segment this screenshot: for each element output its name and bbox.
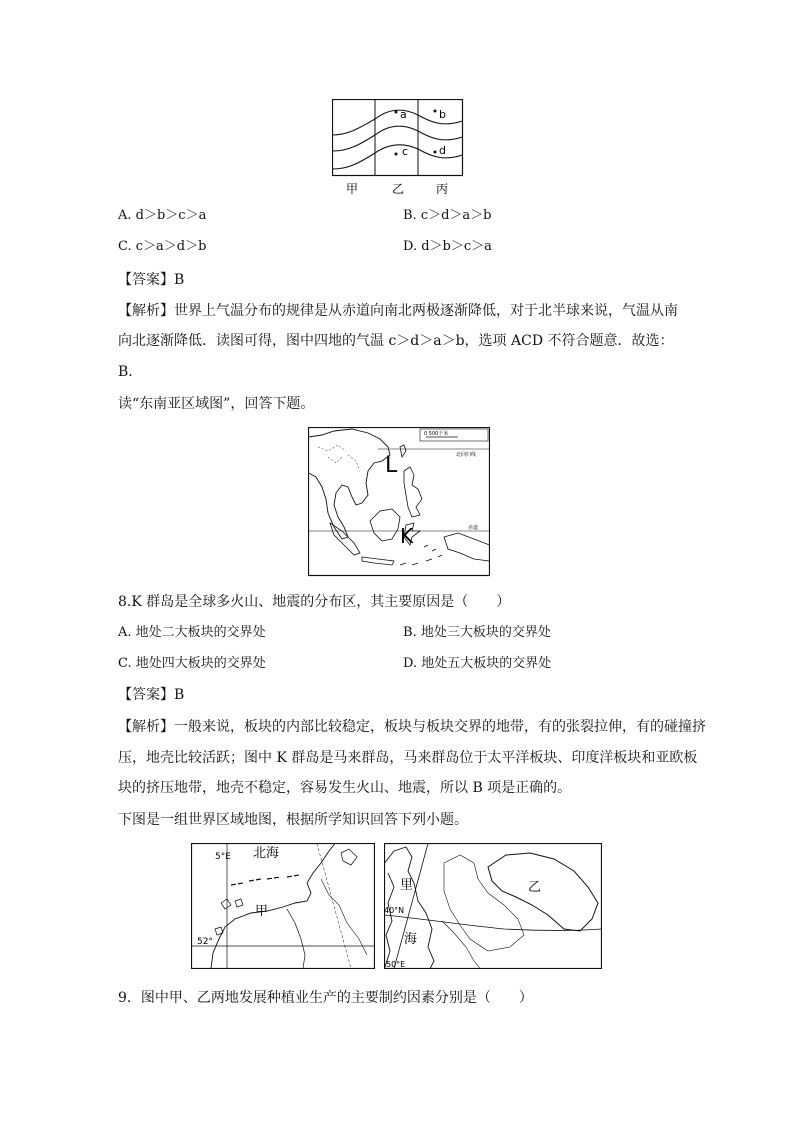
point-c-dot [395, 153, 398, 156]
q8-option-b[interactable]: B. 地处三大板块的交界处 [403, 625, 551, 640]
region-yi-label: 乙 [392, 182, 405, 196]
q9-stem: 9．图中甲、乙两地发展种植业生产的主要制约因素分别是（ ） [118, 990, 533, 1006]
point-b-label: b [439, 108, 446, 121]
q8-option-d[interactable]: D. 地处五大板块的交界处 [403, 656, 552, 671]
caspian-label-2: 海 [404, 932, 418, 947]
label-K: K [400, 524, 414, 548]
region-jia-map-label: 甲 [255, 904, 269, 919]
q7-option-c[interactable]: C. c＞a＞d＞b [118, 239, 207, 254]
region-bing-label: 丙 [436, 182, 449, 196]
point-c-label: c [402, 145, 409, 158]
lon-50e-label: 50°E [386, 960, 406, 969]
caspian-sea-map [384, 843, 602, 969]
region-yi-map-label: 乙 [528, 880, 542, 895]
q7-analysis-line-1: 【解析】世界上气温分布的规律是从赤道向南北两极逐渐降低，对于北半球来说，气温从南 [118, 303, 678, 319]
point-a-dot [395, 111, 398, 114]
q7-answer: 【答案】B [118, 272, 185, 288]
southeast-asia-map [308, 427, 490, 577]
q8-option-a[interactable]: A. 地处二大板块的交界处 [118, 625, 266, 640]
lat-52-label: 52° [197, 937, 213, 947]
lon-5e-label: 5°E [215, 852, 231, 862]
q9-intro: 下图是一组世界区域地图，根据所学知识回答下列小题。 [118, 812, 468, 828]
q8-answer: 【答案】B [118, 687, 185, 703]
isotherm-diagram [332, 99, 464, 197]
q8-analysis-line-1: 【解析】一般来说，板块的内部比较稳定，板块与板块交界的地带，有的张裂拉伸，有的碰撞挤 [118, 719, 706, 735]
q8-stem: 8.K 群岛是全球多火山、地震的分布区，其主要原因是（ ） [118, 594, 511, 610]
north-sea-map [191, 843, 375, 969]
scale-label: 0 500千米 [424, 431, 449, 437]
point-a-label: a [400, 108, 407, 121]
q7-analysis-line-2: 向北逐渐降低．读图可得，图中四地的气温 c＞d＞a＞b，选项 ACD 不符合题意．故选： [118, 333, 674, 349]
tropic-label: 北回归线 [456, 452, 477, 458]
q7-option-d[interactable]: D. d＞b＞c＞a [403, 239, 492, 254]
region-jia-label: 甲 [346, 182, 359, 196]
label-L: L [385, 453, 398, 478]
caspian-label-1: 里 [400, 878, 414, 893]
north-sea-label: 北海 [253, 846, 280, 861]
q8-intro: 读“东南亚区域图”，回答下题。 [118, 396, 315, 412]
point-d-label: d [439, 144, 446, 157]
q8-option-c[interactable]: C. 地处四大板块的交界处 [118, 656, 266, 671]
lat-40n-label: 40°N [384, 906, 405, 915]
q7-option-b[interactable]: B. c＞d＞a＞b [403, 208, 492, 223]
q8-analysis-line-3: 块的挤压地带，地壳不稳定，容易发生火山、地震，所以 B 项是正确的。 [118, 780, 572, 796]
equator-label: 赤道 [468, 525, 479, 531]
point-b-dot [434, 110, 437, 113]
q7-analysis-line-3: B． [118, 364, 143, 380]
q7-option-a[interactable]: A. d＞b＞c＞a [118, 208, 207, 223]
point-d-dot [434, 151, 437, 154]
q8-analysis-line-2: 压，地壳比较活跃；图中 K 群岛是马来群岛，马来群岛位于太平洋板块、印度洋板块和亚欧板 [118, 750, 698, 766]
